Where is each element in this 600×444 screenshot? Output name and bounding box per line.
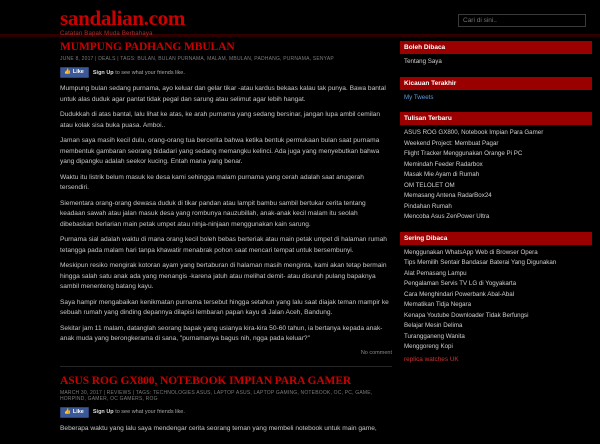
social-row	[60, 67, 392, 78]
sidebar-link[interactable]: Weekend Project: Membuat Pagar	[404, 139, 499, 147]
widget-body	[400, 90, 592, 106]
post-paragraph: Dudukkah di atas bantal, lalu lihat ke atas, ke arah purnama yang sedang bersinar, jangan lupa ambil cemilan atau kolak sisa buka puasa. Amboi..	[60, 111, 380, 129]
facebook-signup-text[interactable]	[93, 409, 185, 415]
widget-body	[400, 54, 592, 70]
site-tagline: Catatan Bapak Muda Berbahaya	[60, 31, 153, 37]
sidebar-link[interactable]: Menggoreng Kopi	[404, 343, 453, 350]
sidebar	[400, 41, 600, 444]
thumbs-up-icon: 👍	[64, 408, 71, 415]
sidebar-link-my-tweets[interactable]: My Tweets	[404, 93, 434, 101]
signup-suffix: to see what your friends like.	[115, 409, 185, 415]
widget-title: Sering Dibaca	[400, 232, 592, 245]
sidebar-link[interactable]: Tentang Saya	[404, 58, 442, 65]
widget-title: Tulisan Terbaru	[400, 112, 592, 125]
signup-suffix: to see what your friends like.	[115, 69, 185, 76]
post-body	[60, 424, 392, 435]
sidebar-link[interactable]: Pengalaman Servis TV LG di Yogyakarta	[404, 280, 517, 287]
post-paragraph: Siementara orang-orang dewasa duduk di tikar pandan atau lampit bambu sambil bertukar cerita tentang keadaan sawah atau jalan masuk desa yang rombunya nauzubillah, anak-anak kecil malam itu seolah dibebaskan berlarian main petak umpet atau ninja-ninjaan menggunakan kain sarung.	[60, 199, 366, 228]
post-paragraph: Meskipun resiko mengirak kotoran ayam yang bertaburan di halaman masih menginta, kami akan tetap bermain hingga salah satu anak ada yang menangis -karena jatuh atau melihat demit- atau disuruh pulang bapaknya sambil menenteng batang kayu.	[60, 262, 387, 290]
post-body	[60, 84, 392, 345]
sidebar-link[interactable]: Menggunakan WhatsApp Web di Browser Opera	[404, 248, 538, 256]
widget-kicauan-terakhir	[400, 77, 592, 106]
sidebar-link[interactable]: Kenapa Youtube Downloader Tidak Berfungsi	[404, 311, 529, 319]
sidebar-link[interactable]: Alat Pemasang Lampu	[404, 269, 467, 277]
sidebar-link[interactable]: Turangganeng Wanita	[404, 332, 465, 340]
signup-link[interactable]: Sign Up	[92, 409, 114, 415]
thumbs-up-icon: 👍	[64, 69, 71, 75]
post-title[interactable]: ASUS ROG GX800, NOTEBOOK IMPIAN PARA GAMER	[60, 374, 352, 387]
widget-tulisan-terbaru	[400, 112, 592, 225]
post-paragraph: Sekitar jam 11 malam, datanglah seorang bapak yang usianya kira-kira 50-60 tahun, ia bertanya kepada anak-anak muda yang berongkerama di sana, "purnamanya bagus nih, ngga pada keluar?"	[60, 324, 383, 342]
sidebar-link[interactable]: Pindahan Rumah	[404, 202, 452, 210]
site-title: sandalian.com	[60, 6, 186, 30]
sidebar-link[interactable]: Memindah Feeder Radarbox	[404, 160, 483, 168]
post-comment-link[interactable]: No comment	[360, 349, 392, 356]
sidebar-ad-text[interactable]: replica watches UK	[404, 355, 459, 363]
sidebar-link[interactable]: Belajar Mesin Delima	[404, 322, 463, 329]
widget-boleh-dibaca	[400, 41, 592, 70]
sidebar-link[interactable]: Flight Tracker Menggunakan Orange Pi PC	[404, 150, 523, 157]
post-paragraph: Waktu itu listrik belum masuk ke desa kami sehingga malam purnama yang cerah adalah saat anugerah tersendiri.	[60, 173, 364, 191]
sidebar-link[interactable]: Cara Menghindari Powerbank Abal-Abal	[404, 290, 515, 298]
post-article	[60, 41, 392, 356]
widget-sering-dibaca	[400, 232, 592, 366]
post-paragraph: Jaman saya masih kecil dulu, orang-orang tua bercerita bahwa ketika bentuk permukaan bulan saat purnama membentuk gambaran seorang bidadari yang sedang memangku kelinci. Ada juga yang menyebutkan bahwa yang dipangku adalah seekor kucing. Entah mana yang benar.	[60, 137, 380, 165]
post-paragraph: Beberapa waktu yang lalu saya mendengar cerita seorang teman yang membeli notebook untuk main game,	[60, 424, 377, 432]
search-box[interactable]	[458, 14, 586, 27]
widget-title: Boleh Dibaca	[400, 41, 592, 54]
post-paragraph: Mumpung bulan sedang purnama, ayo keluar dan gelar tikar -atau kardus bekaas kalau tak punya. Bawa bantal untuk alas duduk agar pantat tidak pegal dan sarung atau selimut agar lebih hangat.	[60, 85, 386, 103]
facebook-like-label: Like	[72, 69, 84, 75]
widget-title: Kicauan Terakhir	[400, 77, 592, 90]
social-row	[60, 407, 392, 418]
facebook-like-label: Like	[72, 408, 84, 415]
facebook-like-button[interactable]	[60, 407, 89, 418]
main-content	[0, 41, 400, 444]
sidebar-link[interactable]: ASUS ROG GX800, Notebook Impian Para Gamer	[404, 129, 544, 136]
sidebar-link[interactable]: Mencoba Asus ZenPower Ultra	[404, 213, 490, 220]
post-article	[60, 375, 392, 435]
search-input[interactable]	[459, 15, 585, 26]
sidebar-link[interactable]: Masak Mie Ayam di Rumah	[404, 171, 480, 178]
post-meta: JUNE 8, 2017 | DEALS | TAGS: BULAN, BULAN PURNAMA, MALAM, MBULAN, PADHANG, PURNAMA, SENYAP	[60, 56, 334, 62]
sidebar-link[interactable]: Tips Memilih Sentair Bandasar Baterai Yang Digunakan	[404, 259, 557, 266]
sidebar-link[interactable]: Memasang Antena RadarBox24	[404, 192, 492, 199]
body-wrapper	[0, 37, 600, 444]
widget-body	[400, 245, 592, 366]
post-meta: MARCH 30, 2017 | REVIEWS | TAGS: TECHNOLOGIES ASUS, LAPTOP ASUS, LAPTOP GAMING, NOTEBOOK, OC, PC, GAME, HORPIND, GAMER, OC GAMERS, ROG	[60, 389, 373, 402]
sidebar-link[interactable]: Mematikan Tidja Negara	[404, 301, 472, 308]
widget-body	[400, 125, 592, 225]
signup-link[interactable]: Sign Up	[92, 69, 114, 76]
post-divider	[60, 366, 392, 367]
post-paragraph: Purnama sial adalah waktu di mana orang kecil boleh bebas berteriak atau main petak umpet di halaman rumah tetangga pada malam hari tanpa khawatir menabrak pohon saat mencari tempat untuk bersembunyi.	[60, 236, 387, 254]
post-paragraph: Saya hampir mengabaikan kenikmatan purnama tersebut hingga setahun yang lalu saat diajak teman mampir ke sebuah rumah yang dinding depannya dilapisi lembaran papan kayu di Jalan Aceh, Bandung.	[60, 298, 389, 316]
post-title[interactable]: MUMPUNG PADHANG MBULAN	[60, 41, 235, 53]
site-header	[0, 0, 600, 37]
sidebar-link[interactable]: OM TELOLET OM	[404, 181, 455, 189]
facebook-signup-text[interactable]	[93, 70, 185, 76]
facebook-like-button[interactable]	[60, 67, 89, 78]
